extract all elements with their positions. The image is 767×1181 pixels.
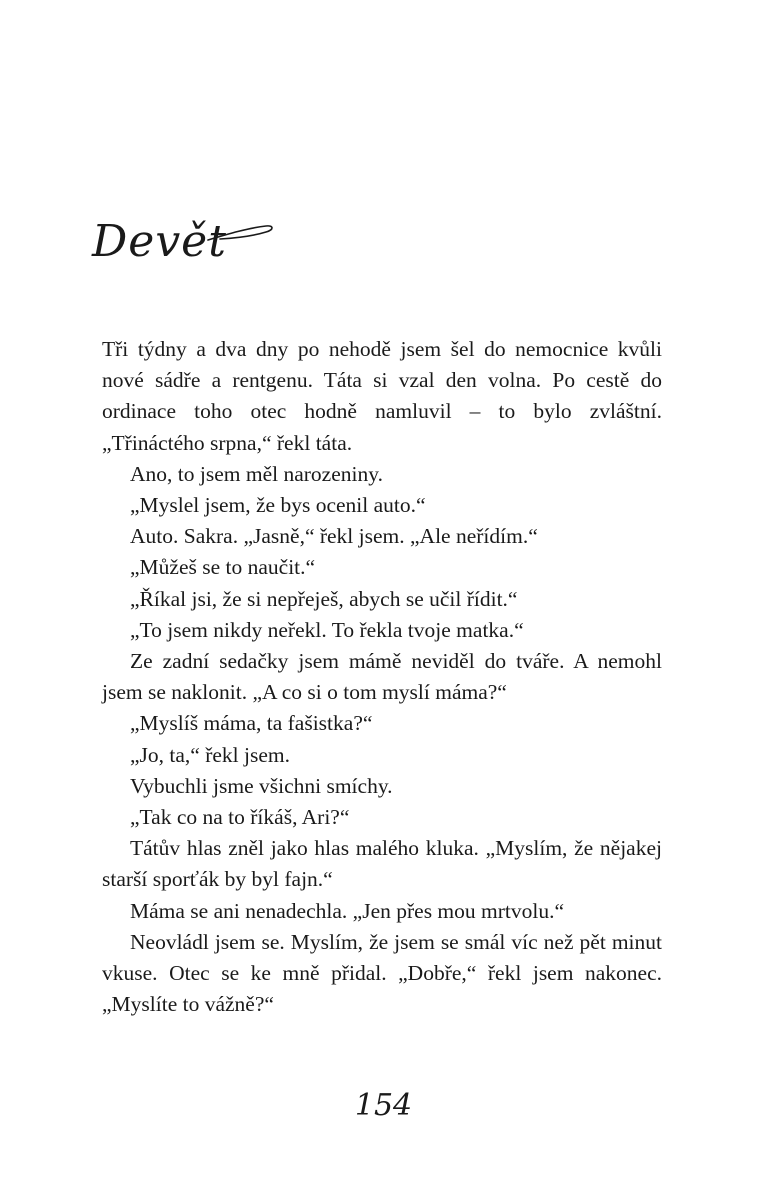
paragraph: Auto. Sakra. „Jasně,“ řekl jsem. „Ale neřídím.“ — [130, 524, 538, 549]
paragraph: „Myslíš máma, ta fašistka?“ — [130, 711, 373, 736]
paragraph: Neovládl jsem se. Myslím, že jsem se smál víc než pět minut vkuse. Otec se ke mně přidal. „Dobře,“ řekl jsem nakonec. „Myslíte to vážně?“ — [102, 929, 662, 1017]
paragraph: Tátův hlas zněl jako hlas malého kluka. „Myslím, že nějakej starší sporťák by byl fajn.“ — [102, 836, 662, 892]
paragraph: Tři týdny a dva dny po nehodě jsem šel do nemocnice kvůli nové sádře a rentgenu. Táta si vzal den volna. Po cestě do ordinace toho otec hodně namluvil – to bylo zvláštní. „Třináctého srpna,“ řekl táta. — [102, 337, 662, 455]
chapter-title-text: Devět — [92, 216, 227, 267]
paragraph: „Myslel jsem, že bys ocenil auto.“ — [130, 493, 426, 518]
paragraph: „Jo, ta,“ řekl jsem. — [130, 742, 291, 767]
chapter-title — [88, 212, 278, 282]
paragraph: „Říkal jsi, že si nepřeješ, abych se učil řídit.“ — [130, 586, 518, 611]
paragraph: Ano, to jsem měl narozeniny. — [130, 461, 383, 486]
chapter-body — [102, 334, 662, 1020]
paragraph: Máma se ani nenadechla. „Jen přes mou mrtvolu.“ — [130, 898, 565, 923]
paragraph: „Můžeš se to naučit.“ — [130, 555, 316, 580]
paragraph: „Tak co na to říkáš, Ari?“ — [130, 805, 350, 830]
page-number: 154 — [354, 1088, 413, 1123]
paragraph: Ze zadní sedačky jsem mámě neviděl do tváře. A nemohl jsem se naklonit. „A co si o tom myslí máma?“ — [102, 649, 662, 705]
paragraph: „To jsem nikdy neřekl. To řekla tvoje matka.“ — [130, 617, 524, 642]
paragraph: Vybuchli jsme všichni smíchy. — [130, 773, 393, 798]
